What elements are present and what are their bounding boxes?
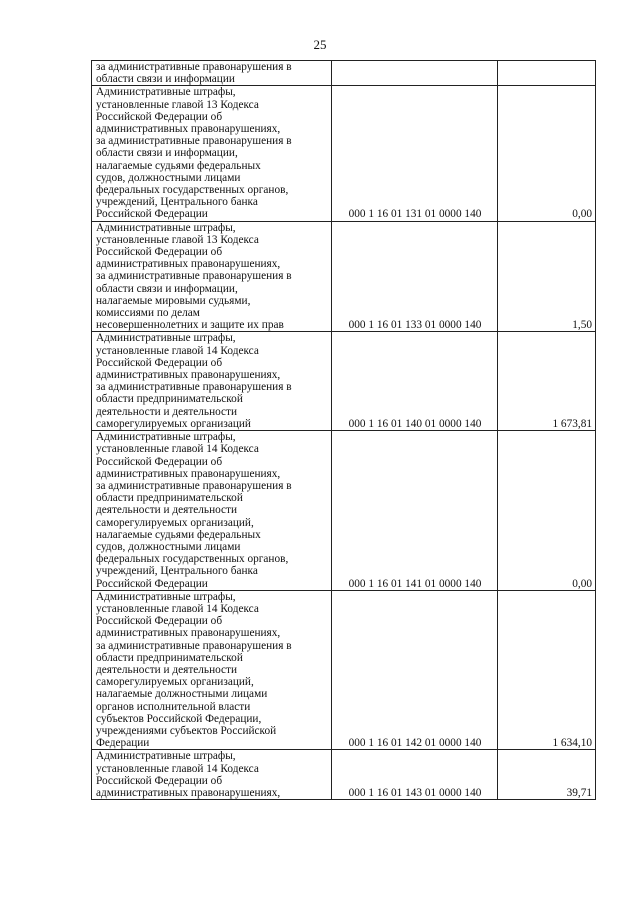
table-row bbox=[92, 590, 596, 750]
table-row bbox=[92, 332, 596, 431]
amount-cell: 1,50 bbox=[498, 221, 596, 332]
budget-code-cell: 000 1 16 01 131 01 0000 140 bbox=[332, 86, 498, 221]
budget-code-cell bbox=[332, 61, 498, 86]
budget-code-cell: 000 1 16 01 142 01 0000 140 bbox=[332, 590, 498, 750]
budget-code-cell: 000 1 16 01 141 01 0000 140 bbox=[332, 431, 498, 591]
table-row bbox=[92, 431, 596, 591]
budget-code-cell: 000 1 16 01 140 01 0000 140 bbox=[332, 332, 498, 431]
budget-code-cell: 000 1 16 01 133 01 0000 140 bbox=[332, 221, 498, 332]
table-row bbox=[92, 61, 596, 86]
revenue-name-cell: за административные правонарушения в области связи и информации bbox=[92, 61, 332, 86]
table-row bbox=[92, 86, 596, 221]
amount-cell: 39,71 bbox=[498, 750, 596, 800]
revenue-name-cell: Административные штрафы, установленные главой 14 Кодекса Российской Федерации об административных правонарушениях, bbox=[92, 750, 332, 800]
table-row bbox=[92, 221, 596, 332]
revenue-name-cell: Административные штрафы, установленные главой 14 Кодекса Российской Федерации об административных правонарушениях, за административные правонарушения в области предпринимательской деятельности и деятельности саморегулируемых организаций, налагаемые должностными лицами органов исполнительной власти субъектов Российской Федерации, учреждениями субъектов Российской Федерации bbox=[92, 590, 332, 750]
budget-revenue-table bbox=[91, 60, 596, 800]
page-number: 25 bbox=[313, 37, 327, 52]
revenue-name-cell: Административные штрафы, установленные главой 14 Кодекса Российской Федерации об административных правонарушениях, за административные правонарушения в области предпринимательской деятельности и деятельности саморегулируемых организаций bbox=[92, 332, 332, 431]
amount-cell: 1 634,10 bbox=[498, 590, 596, 750]
revenue-name-cell: Административные штрафы, установленные главой 13 Кодекса Российской Федерации об административных правонарушениях, за административные правонарушения в области связи и информации, налагаемые мировыми судьями, комиссиями по делам несовершеннолетних и защите их прав bbox=[92, 221, 332, 332]
budget-code-cell: 000 1 16 01 143 01 0000 140 bbox=[332, 750, 498, 800]
revenue-name-cell: Административные штрафы, установленные главой 14 Кодекса Российской Федерации об административных правонарушениях, за административные правонарушения в области предпринимательской деятельности и деятельности саморегулируемых организаций, налагаемые судьями федеральных судов, должностными лицами федеральных государственных органов, учреждений, Центрального банка Российской Федерации bbox=[92, 431, 332, 591]
amount-cell: 1 673,81 bbox=[498, 332, 596, 431]
revenue-name-cell: Административные штрафы, установленные главой 13 Кодекса Российской Федерации об административных правонарушениях, за административные правонарушения в области связи и информации, налагаемые судьями федеральных судов, должностными лицами федеральных государственных органов, учреждений, Центрального банка Российской Федерации bbox=[92, 86, 332, 221]
table-row bbox=[92, 750, 596, 800]
amount-cell: 0,00 bbox=[498, 431, 596, 591]
amount-cell bbox=[498, 61, 596, 86]
amount-cell: 0,00 bbox=[498, 86, 596, 221]
